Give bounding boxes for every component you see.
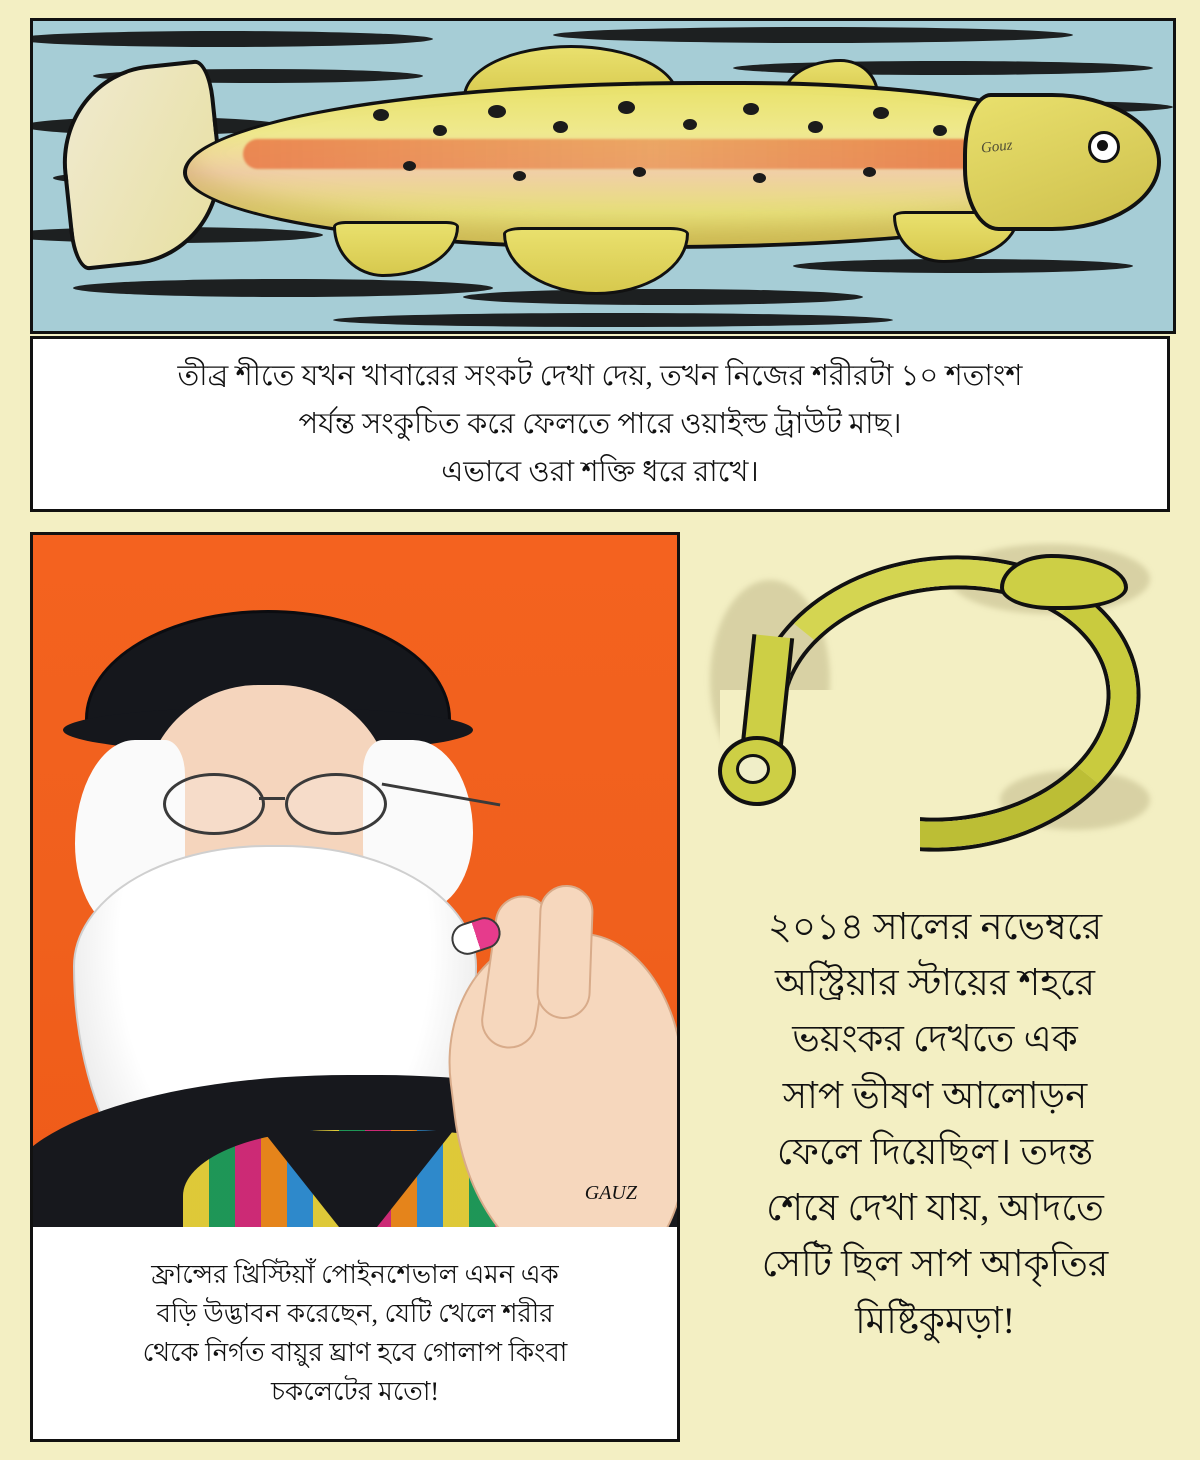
wave-stroke [333, 313, 893, 327]
caption-line: তীব্র শীতে যখন খাবারের সংকট দেখা দেয়, তখন নিজের শরীরটা ১০ শতাংশ [177, 359, 1023, 392]
fish-spot [933, 125, 947, 136]
fish-spot [753, 173, 766, 183]
fish-spot [373, 109, 389, 121]
inventor-caption-box [33, 1227, 677, 1439]
trout-illustration-panel [30, 18, 1176, 334]
caption-line: থেকে নির্গত বায়ুর ঘ্রাণ হবে গোলাপ কিংবা [142, 1338, 568, 1367]
wave-stroke [73, 279, 493, 297]
lens-right [285, 773, 387, 835]
glasses-bridge [259, 797, 285, 800]
artist-signature: Gouz [980, 137, 1014, 157]
caption-line: পর্যন্ত সংকুচিত করে ফেলতে পারে ওয়াইল্ড ট্রাউট মাছ। [298, 407, 902, 440]
text-line: ফেলে দিয়েছিল। তদন্ত [776, 1131, 1094, 1173]
text-line: ভয়ংকর দেখতে এক [792, 1019, 1078, 1061]
fish-spot [433, 125, 447, 136]
text-line: সাপ ভীষণ আলোড়ন [782, 1075, 1088, 1117]
finger [536, 884, 595, 1020]
text-line: অস্ট্রিয়ার স্টায়ের শহরে [775, 963, 1095, 1005]
caption-line: এভাবে ওরা শক্তি ধরে রাখে। [441, 456, 759, 489]
fish-spot [488, 105, 506, 118]
inventor-illustration-panel [30, 532, 680, 1442]
caption-line: বড়ি উদ্ভাবন করেছেন, যেটি খেলে শরীর [156, 1299, 554, 1328]
fish-spot [633, 167, 646, 177]
text-lines [762, 900, 1109, 1350]
eyeglasses [163, 773, 413, 833]
text-line: মিষ্টিকুমড়া! [855, 1300, 1015, 1342]
snake-gourd-text-block [700, 900, 1170, 1440]
inventor-artwork [33, 535, 677, 1227]
fish-spot [618, 101, 635, 114]
fish-spot [743, 103, 759, 115]
caption-line: ফ্রান্সের খ্রিস্টিয়াঁ পোইনশেভাল এমন এক [151, 1260, 559, 1289]
text-line: ২০১৪ সালের নভেম্বরে [767, 907, 1103, 948]
fish-spot [553, 121, 568, 133]
fish-eye [1088, 131, 1120, 163]
snake-gourd-illustration-panel [700, 540, 1170, 870]
fish-spot [683, 119, 697, 130]
wave-stroke [30, 31, 433, 47]
fish-spot [863, 167, 876, 177]
fish-spot [513, 171, 526, 181]
wave-stroke [553, 27, 1073, 43]
wave-stroke [463, 289, 863, 305]
lens-left [163, 773, 265, 835]
caption-line: চকলেটের মতো! [270, 1377, 440, 1406]
fish-spot [873, 107, 889, 119]
gourd-tail-hole [736, 754, 770, 784]
text-line: সেটি ছিল সাপ আকৃতির [761, 1244, 1109, 1286]
fish-spot [808, 121, 823, 133]
text-line: শেষে দেখা যায়, আদতে [766, 1188, 1104, 1230]
caption-text [143, 1255, 568, 1411]
trout-caption-box [30, 336, 1170, 512]
fish-spot [403, 161, 416, 171]
artist-signature: GAUZ [584, 1182, 637, 1204]
fish-lateral-stripe [243, 139, 1063, 169]
